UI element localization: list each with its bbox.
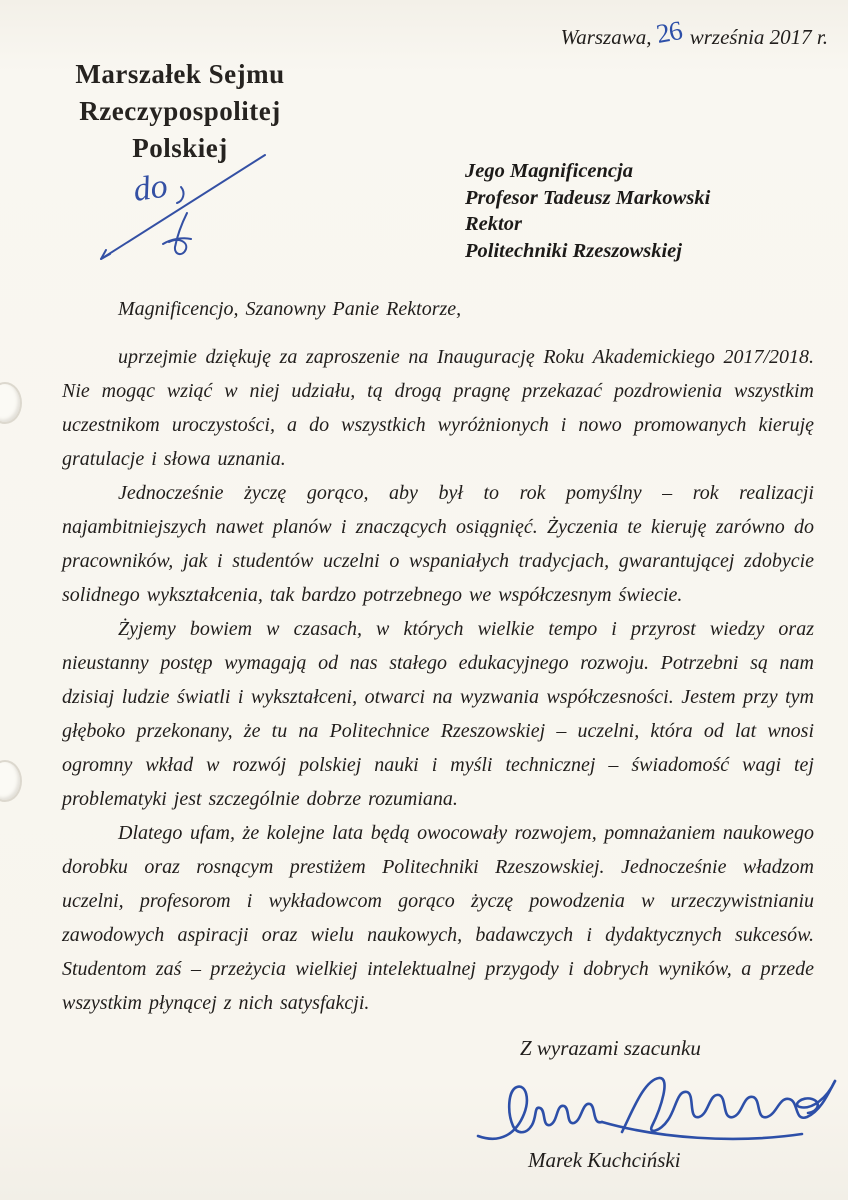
- date-rest: września 2017 r.: [689, 25, 828, 49]
- date-line: [560, 15, 828, 51]
- handwritten-day: 26: [654, 15, 685, 49]
- punch-hole-artifact-bottom: [0, 760, 22, 802]
- annotation-flick: [177, 187, 184, 203]
- paragraph-3: Żyjemy bowiem w czasach, w których wielkie tempo i przyrost wiedzy oraz nieustanny postęp wymagają od nas stałego edukacyjnego rozwoju. Potrzebni są nam dzisiaj ludzie światli i wykształceni, otwarci na wyzwania współczesności. Jestem przy tym głęboko przekonany, że tu na Politechnice Rzeszowskiej – uczelni, która od lat wnosi ogromny wkład w rozwój polskiej nauki i myśli technicznej – świadomość wagi tej problematyki jest szczególnie dobrze rozumiana.: [62, 618, 814, 810]
- recipient-line-4: Politechniki Rzeszowskiej: [465, 239, 682, 262]
- annotation-text: do: [130, 167, 170, 209]
- recipient-line-2: Profesor Tadeusz Markowski: [465, 186, 711, 209]
- paragraph-1: uprzejmie dziękuję za zaproszenie na Inaugurację Roku Akademickiego 2017/2018. Nie mogąc wziąć w niej udziału, tą drogą pragnę przekazać pozdrowienia wszystkim uczestnikom uroczystości, a do wszystkich wyróżnionych i nowo promowanych kieruję gratulacje i słowa uznania.: [62, 346, 814, 470]
- punch-hole-artifact-top: [0, 382, 22, 424]
- annotation-slash-stroke: [101, 155, 265, 259]
- signature-last-name: [622, 1078, 835, 1132]
- recipient-line-3: Rektor: [465, 213, 522, 235]
- paragraph-2: Jednocześnie życzę gorąco, aby był to rok pomyślny – rok realizacji najambitniejszych nawet planów i znaczących osiągnięć. Życzenia te kieruję zarówno do pracowników, jak i studentów uczelni o wspaniałych tradycjach, gwarantującej zdobycie solidnego wykształcenia, tak bardzo potrzebnego we współczesnym świecie.: [62, 482, 814, 606]
- letter-body: [62, 292, 814, 1020]
- annotation-arrowhead: [101, 250, 110, 259]
- letterhead-line2: Rzeczypospolitej Polskiej: [79, 96, 281, 163]
- salutation: Magnificencjo, Szanowny Panie Rektorze,: [118, 298, 462, 320]
- paragraph-4: Dlatego ufam, że kolejne lata będą owocowały rozwojem, pomnażaniem naukowego dorobku oraz rosnącym prestiżem Politechniki Rzeszowskiej. Jednocześnie władzom uczelni, profesorom i wykładowcom gorąco życzę powodzenia w urzeczywistnianiu zawodowych aspiracji oraz wielu naukowych, badawczych i dydaktycznych sukcesów. Studentom zaś – przeżycia wielkiej intelektualnej przygody i dobrych wyników, a przede wszystkim płynącej z nich satysfakcji.: [62, 822, 814, 1014]
- signature-first-name: [478, 1087, 602, 1139]
- letterhead-line1: Marszałek Sejmu: [75, 59, 285, 89]
- recipient-block: [465, 158, 710, 264]
- signature-typed-name: Marek Kuchciński: [528, 1148, 681, 1172]
- date-city: Warszawa,: [560, 25, 652, 49]
- annotation-paraph: [163, 213, 191, 254]
- signature-underline-sweep: [602, 1122, 802, 1139]
- closing-phrase: Z wyrazami szacunku: [520, 1036, 701, 1060]
- signature-end-flourish: [797, 1081, 835, 1113]
- recipient-line-1: Jego Magnificencja: [465, 160, 633, 182]
- handwritten-annotation: [93, 143, 311, 275]
